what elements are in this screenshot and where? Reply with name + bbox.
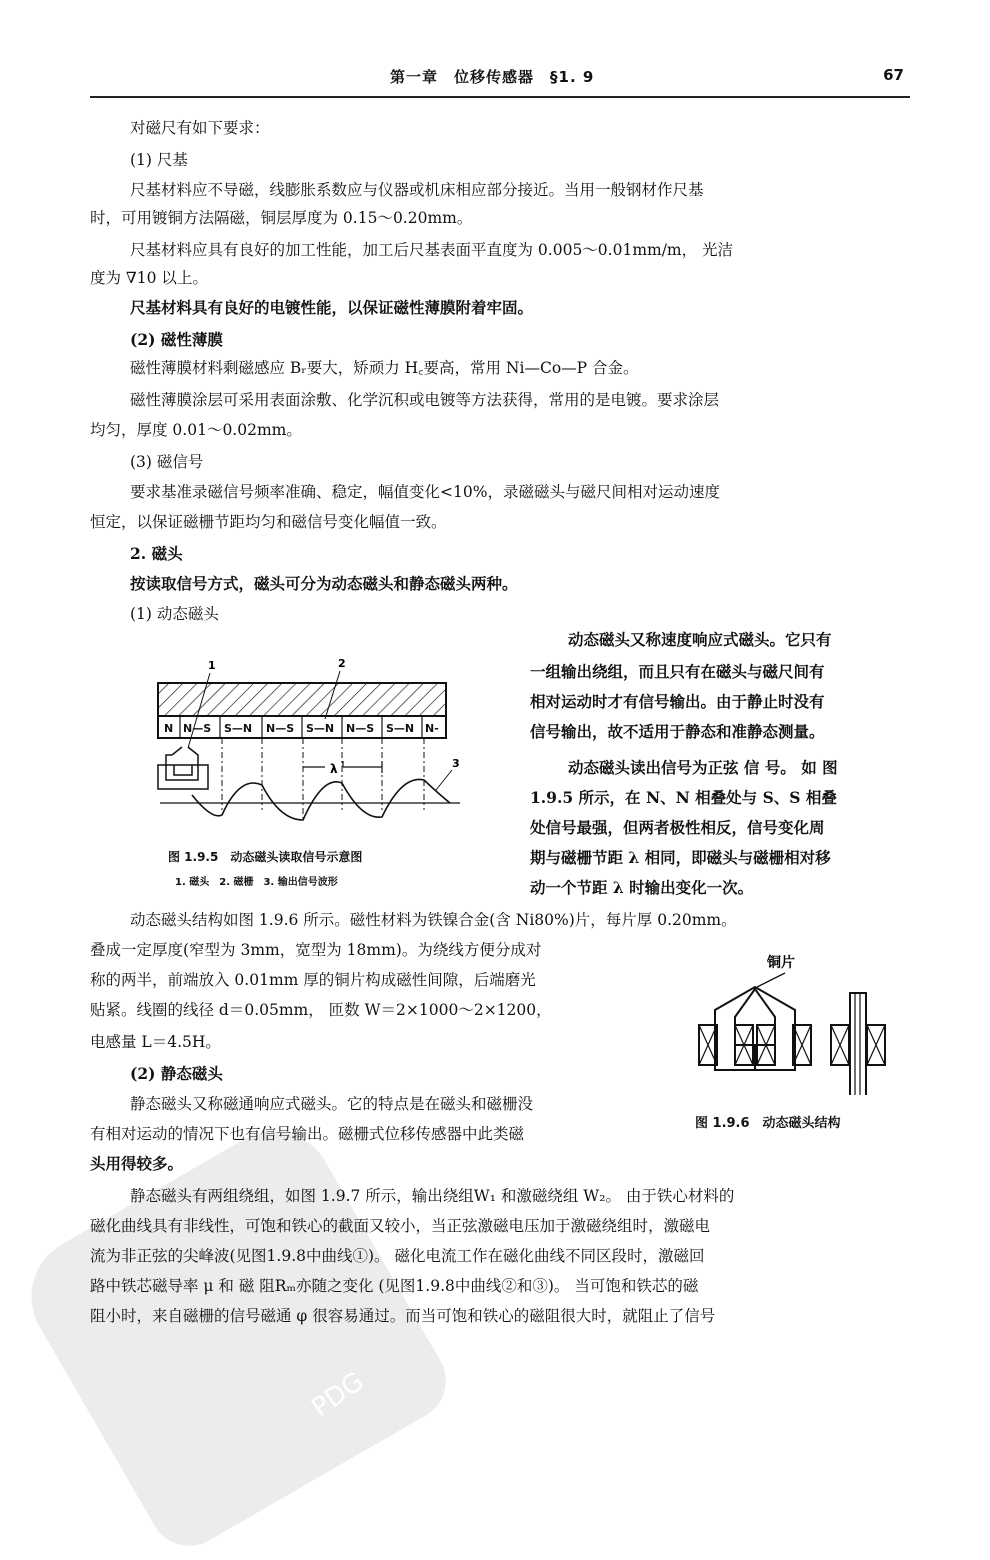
paragraph-line: 信号输出，故不适用于静态和准静态测量。 [530, 722, 825, 741]
figure-1-9-5-legend: 1. 磁头 2. 磁栅 3. 输出信号波形 [175, 877, 338, 888]
paragraph-line: 阻小时，来自磁栅的信号磁通 φ 很容易通过。而当可饱和铁心的磁阻很大时，就阻止了信号 [90, 1307, 716, 1325]
paragraph-line: 尺基材料具有良好的电镀性能，以保证磁性薄膜附着牢固。 [130, 298, 534, 317]
paragraph-line: 流为非正弦的尖峰波(见图1.9.8中曲线①)。 磁化电流工作在磁化曲线不同区段时，激磁回 [90, 1247, 705, 1265]
paragraph-line: 相对运动时才有信号输出。由于静止时没有 [530, 692, 825, 711]
running-title: 第一章 位移传感器 §1. 9 [390, 68, 595, 86]
paragraph-line: 要求基准录磁信号频率准确、稳定，幅值变化<10%，录磁磁头与磁尺间相对运动速度 [130, 483, 720, 501]
paragraph-line: 度为 ∇10 以上。 [90, 269, 208, 287]
figure-1-9-5-caption: 图 1.9.5 动态磁头读取信号示意图 [168, 850, 363, 864]
paragraph-line: 均匀，厚度 0.01～0.02mm。 [90, 421, 302, 439]
svg-text:N-: N- [425, 722, 439, 735]
svg-text:S—N: S—N [306, 722, 335, 735]
svg-text:N: N [164, 722, 174, 735]
paragraph-line: 静态磁头有两组绕组，如图 1.9.7 所示，输出绕组W₁ 和激磁绕组 W₂。 由于铁心材料的 [130, 1187, 735, 1205]
paragraph-line: 头用得较多。 [90, 1154, 184, 1173]
paragraph-line: 按读取信号方式，磁头可分为动态磁头和静态磁头两种。 [130, 574, 518, 593]
section-heading: (1) 动态磁头 [130, 605, 219, 623]
svg-text:1: 1 [208, 659, 216, 672]
svg-text:λ: λ [330, 762, 338, 776]
paragraph-line: 磁性薄膜材料剩磁感应 Bᵣ要大，矫顽力 H꜀要高，常用 Ni—Co—P 合金。 [130, 359, 639, 377]
paragraph-line: 动态磁头读出信号为正弦 信 号。 如 图 [568, 758, 838, 777]
paragraph-line: 磁化曲线具有非线性，可饱和铁心的截面又较小，当正弦激磁电压加于激磁绕组时，激磁电 [90, 1217, 711, 1235]
watermark-stamp [10, 1110, 461, 1560]
section-heading: (1) 尺基 [130, 151, 188, 169]
svg-text:N—S: N—S [266, 722, 295, 735]
page-header [90, 64, 910, 98]
paragraph-line: 一组输出绕组，而且只有在磁头与磁尺间有 [530, 662, 825, 681]
section-heading: 2. 磁头 [130, 544, 183, 563]
paragraph-line: 动一个节距 λ 时输出变化一次。 [530, 878, 754, 897]
paragraph-line: 动态磁头结构如图 1.9.6 所示。磁性材料为铁镍合金(含 Ni80%)片，每片厚 0.20mm。 [130, 911, 737, 929]
figure-1-9-5-diagram [140, 655, 470, 825]
paragraph-line: 路中铁芯磁导率 μ 和 磁 阻Rₘ亦随之变化 (见图1.9.8中曲线②和③)。 当可饱和铁芯的磁 [90, 1277, 699, 1295]
svg-text:N—S: N—S [183, 722, 212, 735]
figure-1-9-6-caption: 图 1.9.6 动态磁头结构 [695, 1116, 841, 1131]
paragraph-line: 有相对运动的情况下也有信号输出。磁栅式位移传感器中此类磁 [90, 1125, 525, 1143]
paragraph-line: 叠成一定厚度(窄型为 3mm，宽型为 18mm)。为绕线方便分成对 [90, 941, 542, 959]
paragraph-line: 称的两半，前端放入 0.01mm 厚的铜片构成磁性间隙，后端磨光 [90, 971, 536, 989]
page-number: 67 [883, 66, 904, 84]
svg-text:2: 2 [338, 657, 346, 670]
paragraph-line: 电感量 L＝4.5H。 [90, 1033, 221, 1051]
svg-text:铜片: 铜片 [767, 955, 795, 971]
paragraph-line: 期与磁栅节距 λ 相同，即磁头与磁栅相对移 [530, 848, 831, 867]
paragraph-line: 尺基材料应不导磁，线膨胀系数应与仪器或机床相应部分接近。当用一般钢材作尺基 [130, 181, 704, 199]
figure-1-9-6-diagram [685, 945, 900, 1095]
paragraph-line: 磁性薄膜涂层可采用表面涂敷、化学沉积或电镀等方法获得，常用的是电镀。要求涂层 [130, 391, 720, 409]
paragraph-line: 恒定，以保证磁栅节距均匀和磁信号变化幅值一致。 [90, 513, 447, 531]
svg-text:S—N: S—N [386, 722, 415, 735]
watermark-text: PDG [306, 1366, 370, 1424]
paragraph-line: 贴紧。线圈的线径 d＝0.05mm， 匝数 W＝2×1000～2×1200， [90, 1001, 552, 1019]
section-heading: (2) 磁性薄膜 [130, 330, 223, 349]
svg-text:N—S: N—S [346, 722, 375, 735]
section-heading: (3) 磁信号 [130, 453, 204, 471]
section-heading: (2) 静态磁头 [130, 1064, 223, 1083]
paragraph-line: 尺基材料应具有良好的加工性能，加工后尺基表面平直度为 0.005～0.01mm/m， 光洁 [130, 241, 734, 259]
paragraph-line: 时，可用镀铜方法隔磁，铜层厚度为 0.15～0.20mm。 [90, 209, 473, 227]
svg-text:S—N: S—N [224, 722, 253, 735]
intro-line: 对磁尺有如下要求： [130, 119, 270, 137]
paragraph-line: 处信号最强，但两者极性相反，信号变化周 [530, 818, 825, 837]
svg-text:3: 3 [452, 757, 460, 770]
paragraph-line: 静态磁头又称磁通响应式磁头。它的特点是在磁头和磁栅没 [130, 1095, 534, 1113]
paragraph-line: 动态磁头又称速度响应式磁头。它只有 [568, 630, 832, 649]
paragraph-line: 1.9.5 所示，在 N、N 相叠处与 S、S 相叠 [530, 788, 837, 807]
